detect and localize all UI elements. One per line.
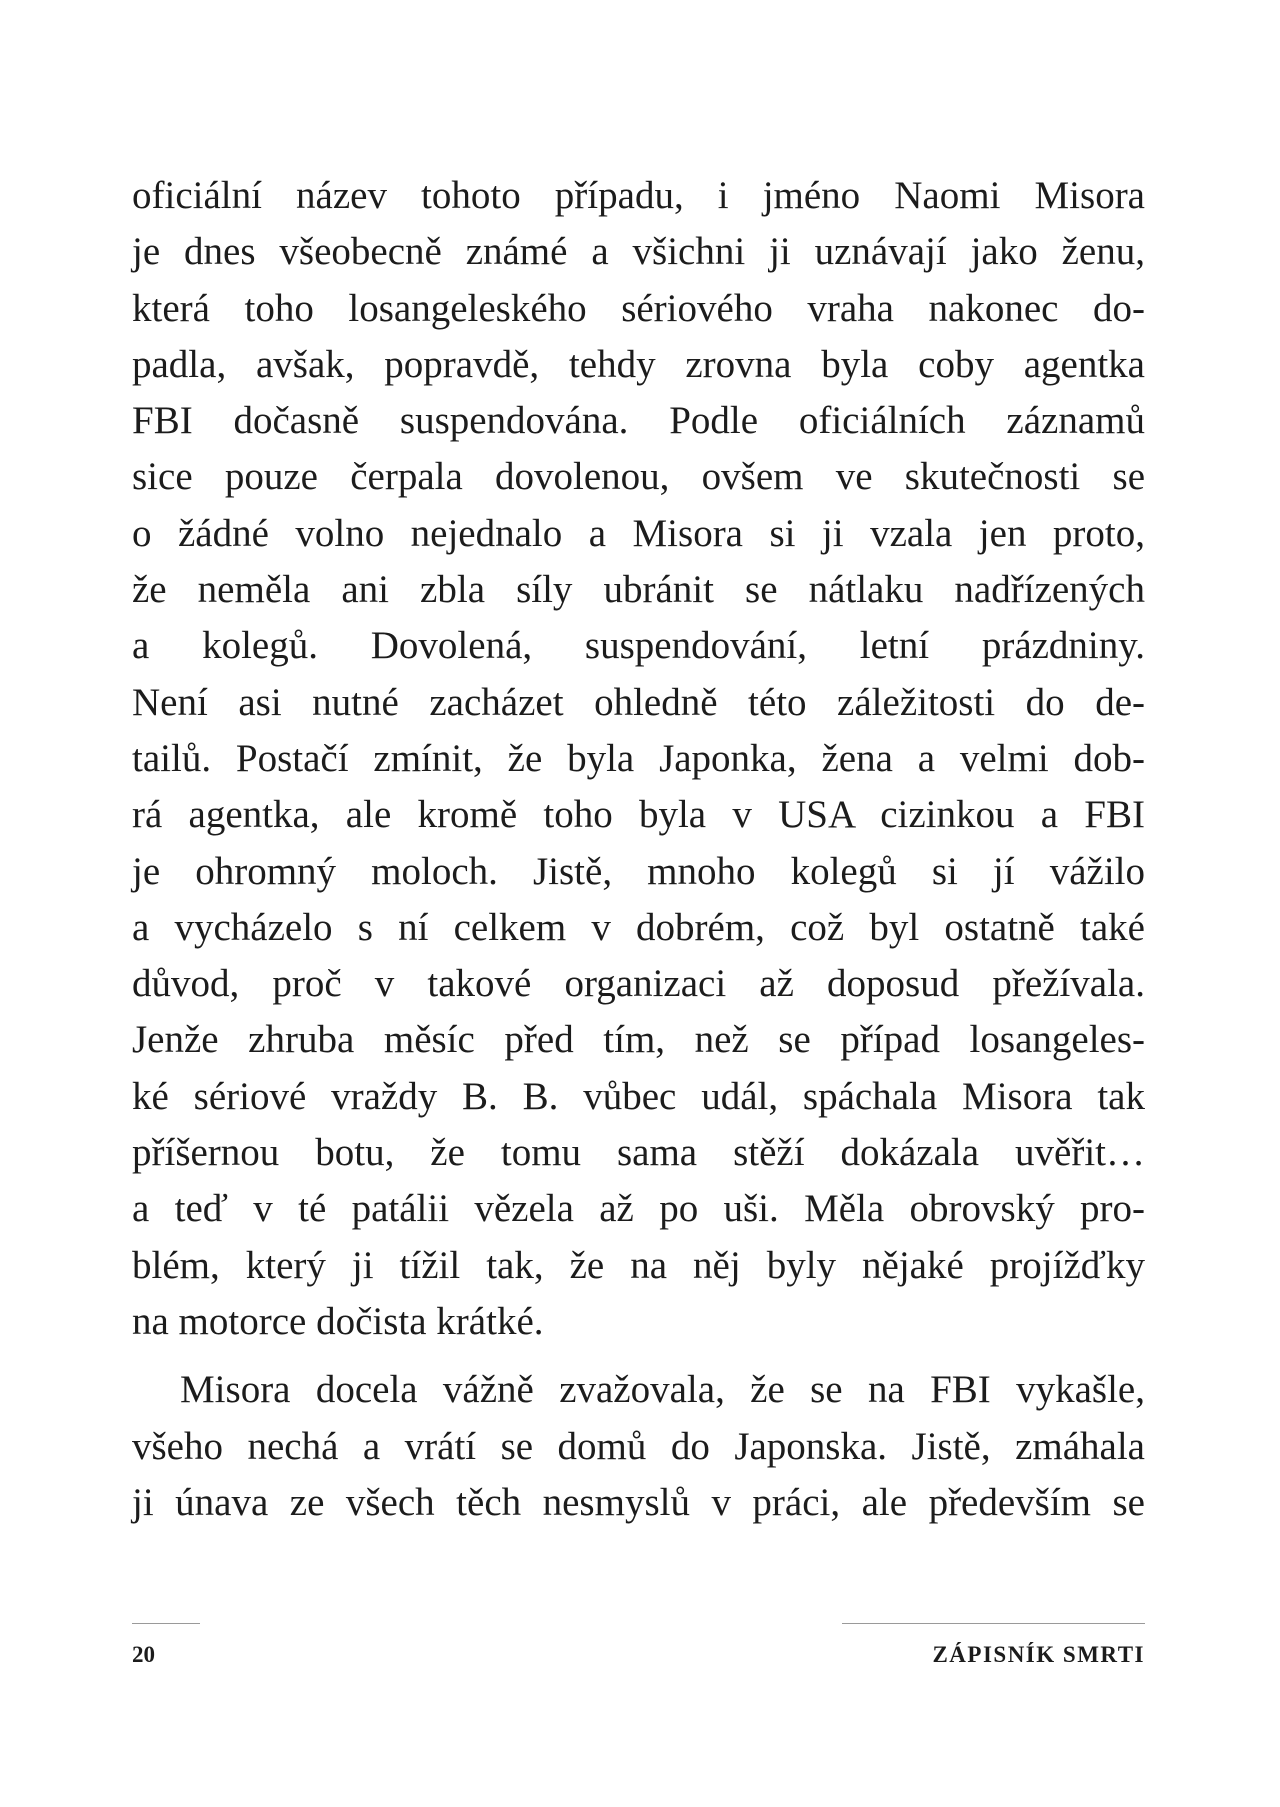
text-line: blém, který ji tížil tak, že na něj byly nějaké projížďky	[132, 1243, 1145, 1287]
text-line: že neměla ani zbla síly ubránit se nátlaku nadřízených	[132, 568, 1145, 612]
text-line: oficiální název tohoto případu, i jméno Naomi Misora	[132, 174, 1145, 217]
paragraph-1	[132, 168, 1145, 1350]
body-text	[132, 168, 1145, 1531]
text-line: je ohromný moloch. Jistě, mnoho kolegů si jí vážilo	[132, 849, 1145, 893]
text-line: ji únava ze všech těch nesmyslů v práci, ale především se	[132, 1480, 1145, 1524]
text-line: tailů. Postačí zmínit, že byla Japonka, žena a velmi dob-	[132, 736, 1145, 780]
footer-rule-left	[132, 1623, 200, 1624]
text-line: o žádné volno nejednalo a Misora si ji vzala jen proto,	[132, 511, 1145, 555]
running-title: ZÁPISNÍK SMRTI	[932, 1642, 1145, 1667]
text-line: Misora docela vážně zvažovala, že se na FBI vykašle,	[180, 1368, 1145, 1412]
text-line: Jenže zhruba měsíc před tím, než se případ losangeles-	[132, 1018, 1145, 1062]
text-line: která toho losangeleského sériového vraha nakonec do-	[132, 286, 1145, 330]
text-line: důvod, proč v takové organizaci až doposud přežívala.	[132, 962, 1145, 1006]
text-line: FBI dočasně suspendována. Podle oficiálních záznamů	[132, 399, 1145, 443]
text-line: a kolegů. Dovolená, suspendování, letní prázdniny.	[132, 624, 1145, 668]
paragraph-2	[132, 1362, 1145, 1531]
text-line: a vycházelo s ní celkem v dobrém, což byl ostatně také	[132, 905, 1145, 949]
page-number: 20	[132, 1642, 155, 1667]
text-line: rá agentka, ale kromě toho byla v USA cizinkou a FBI	[132, 793, 1145, 837]
text-line: ké sériové vraždy B. B. vůbec udál, spáchala Misora tak	[132, 1074, 1145, 1118]
text-line: všeho nechá a vrátí se domů do Japonska. Jistě, zmáhala	[132, 1424, 1145, 1468]
text-line: je dnes všeobecně známé a všichni ji uznávají jako ženu,	[132, 230, 1145, 274]
text-line: a teď v té patálii vězela až po uši. Měla obrovský pro-	[132, 1187, 1145, 1231]
text-line: příšernou botu, že tomu sama stěží dokázala uvěřit…	[132, 1131, 1145, 1175]
text-line: Není asi nutné zacházet ohledně této záležitosti do de-	[132, 680, 1145, 724]
text-line: padla, avšak, popravdě, tehdy zrovna byla coby agentka	[132, 342, 1145, 386]
text-line: na motorce dočista krátké.	[132, 1299, 544, 1343]
text-line: sice pouze čerpala dovolenou, ovšem ve skutečnosti se	[132, 455, 1145, 499]
footer-rule-right	[842, 1623, 1145, 1624]
